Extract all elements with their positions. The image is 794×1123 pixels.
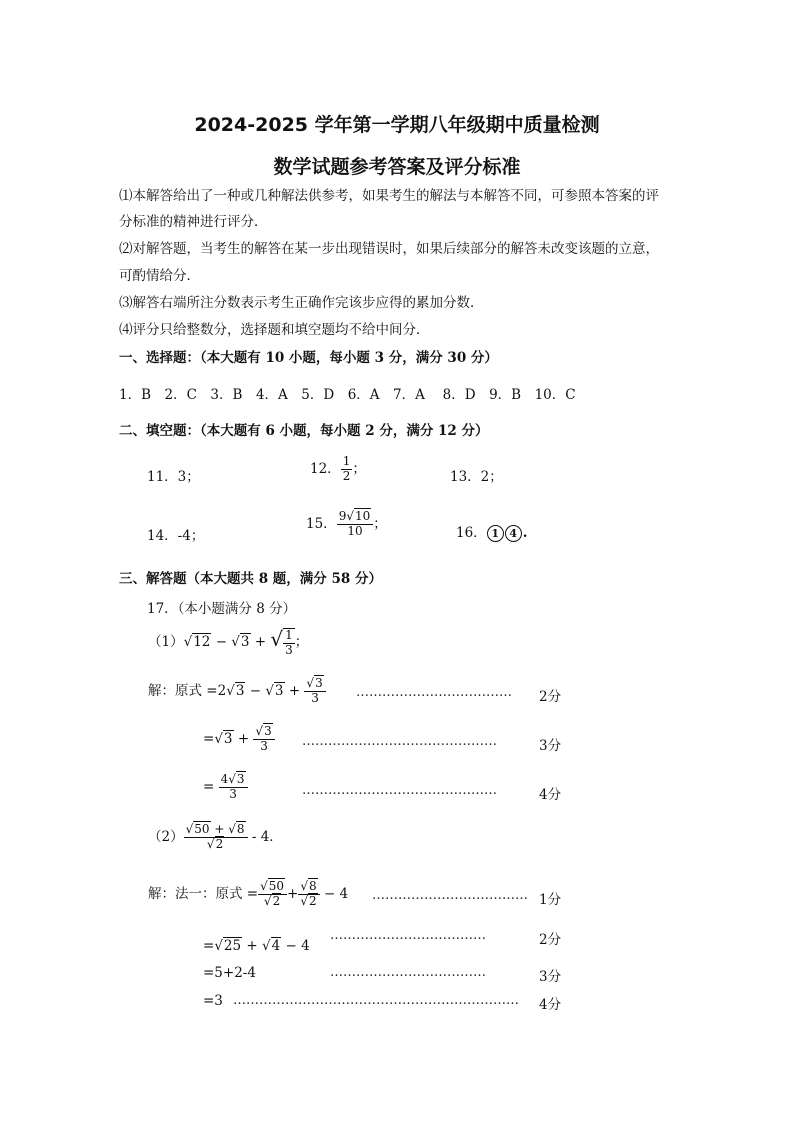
answer-16-label: 16． [456,525,487,541]
answer-13: 13．2； [450,469,503,485]
t1-plus: + [287,885,299,902]
note-line-3: ⑵对解答题，当考生的解答在某一步出现错误时，如果后续部分的解答未改变该题的立意， [119,241,659,257]
section-1-heading: 一、选择题：（本大题有 10 小题，每小题 3 分，满分 30 分） [119,350,498,366]
section-3-heading: 三、解答题（本大题共 8 题，满分 58 分） [119,571,382,587]
s2-num-sqrt: √3 [255,724,272,738]
s2-denominator: 3 [260,738,268,753]
s2-radicand: 3 [223,730,233,747]
t1-fraction-2 [298,880,319,909]
answer-12-denominator: 2 [342,468,351,483]
answer-12-end: ； [352,460,366,477]
p2-sqrt-50: √50 [185,822,210,836]
p2-radicand-50: 50 [194,822,210,836]
t1-prefix: 解：法一：原式 = [148,885,259,902]
p1-plus: + [254,634,267,650]
t4-score: 4分 [539,997,562,1013]
answer-15-radicand: 10 [354,509,371,523]
answer-12-label: 12． [310,460,341,477]
solution-2-step-1 [148,880,348,909]
t2-radicand-25: 25 [223,938,242,954]
answer-12 [310,455,366,484]
answer-15-numerator [337,510,374,525]
t2-radicand-4: 4 [271,938,281,954]
s1-fraction [304,677,325,706]
s1-radicand-2: 3 [274,682,284,699]
choice-answers: 1．B 2．C 3．B 4．A 5．D 6．A 7．A 8．D 9．B 10．C [119,387,576,403]
t1-sqrt-50: √50 [260,879,285,893]
t1-den-radicand-1: 2 [272,893,281,908]
p2-sqrt-8: √8 [228,822,245,836]
part-1-label: （1） [148,634,184,650]
note-line-2: 分标准的精神进行评分． [119,214,268,230]
answer-16 [456,521,527,542]
p2-denominator [184,838,248,852]
s2-score: 3分 [539,738,562,754]
p1-fraction [283,628,295,658]
note-line-5: ⑶解答右端所注分数表示考生正确作完该步应得的累加分数． [119,295,484,311]
solution-1-step-2 [203,725,275,754]
solution-1-step-1 [148,677,326,706]
answer-15-end: ； [373,515,387,532]
t2-dots: ……………………………… [330,928,486,943]
s3-coef: 4 [220,772,229,786]
s3-prefix: = [203,778,215,795]
t2-sqrt-4: √4 [262,938,281,954]
s1-radicand: 3 [235,682,245,699]
t2-prefix: = [203,938,215,954]
answer-15-fraction [337,510,374,539]
t2-tail: − 4 [285,938,310,954]
t3-score: 3分 [539,969,562,985]
s1-num-sqrt: √3 [306,676,323,690]
t4-dots: ………………………………………………………… [233,993,519,1008]
t1-den-2 [298,895,319,909]
p2-radicand-8: 8 [236,822,245,836]
t2-plus: + [246,938,258,954]
part-2-problem [148,823,283,852]
note-line-6: ⑷评分只给整数分，选择题和填空题均不给中间分． [119,322,430,338]
document-title: 2024-2025 学年第一学期八年级期中质量检测 [194,114,600,136]
s1-prefix: 解：原式 = [148,682,218,699]
answer-11: 11．3； [147,469,200,485]
t3-dots: ……………………………… [330,965,486,980]
solution-1-step-3 [203,773,248,802]
part-1-problem [148,627,308,657]
p2-fraction [184,823,248,852]
s1-minus: − [249,682,262,699]
t1-score: 1分 [539,892,562,908]
s3-denominator: 3 [229,786,237,801]
s1-denominator: 3 [311,690,319,705]
solution-2-step-4: =3 [203,993,223,1009]
s2-num-radicand: 3 [264,724,272,738]
p1-sqrt-3: √3 [231,634,250,650]
p1-sqrt-fraction: √ [270,627,284,651]
circled-4: 4 [505,525,522,542]
answer-15-label: 15． [306,515,337,532]
solution-2-step-2 [203,938,310,954]
p2-plus: + [214,822,225,836]
answer-15-denominator: 10 [347,523,363,538]
p1-numerator: 1 [285,627,293,642]
s2-sqrt: √3 [214,730,233,747]
circled-1: 1 [487,525,504,542]
question-17-title: 17．（本小题满分 8 分） [147,601,297,617]
part-2-label: （2） [148,828,184,845]
t1-den-sqrt-2: √2 [300,893,317,908]
p1-sqrt-12: √12 [183,634,211,650]
answer-12-numerator: 1 [342,454,351,468]
t1-den-radicand-2: 2 [309,893,317,908]
s3-radicand: 3 [236,772,245,786]
note-line-4: 可酌情给分． [119,268,200,284]
s1-plus: + [288,682,301,699]
answer-15 [306,510,387,539]
p1-minus: − [215,634,227,650]
t2-sqrt-25: √25 [214,938,242,954]
answer-16-end: . [522,525,528,541]
answer-15-sqrt: √10 [346,509,371,523]
t1-fraction-1 [258,880,287,909]
document-subtitle: 数学试题参考答案及评分标准 [273,156,521,178]
t1-sqrt-8: √8 [300,879,317,893]
t1-tail: − 4 [323,885,349,902]
s1-sqrt: √3 [226,682,245,699]
s3-sqrt: √3 [228,772,245,786]
t1-dots: ……………………………… [372,888,528,903]
s3-numerator [219,773,248,788]
p1-end: ； [294,634,309,650]
s2-prefix: = [203,730,215,747]
t1-radicand-8: 8 [309,879,317,893]
s3-score: 4分 [539,787,562,803]
s1-score: 2分 [539,689,562,705]
s2-plus: + [237,730,250,747]
s2-fraction [253,725,274,754]
p2-den-sqrt: √2 [206,836,224,851]
answer-15-coef: 9 [338,509,347,523]
t2-score: 2分 [539,932,562,948]
answer-12-fraction [341,455,353,484]
p1-radicand-3: 3 [240,634,250,650]
p1-radicand-12: 12 [193,634,211,650]
s1-coef: 2 [217,682,227,699]
t1-den-sqrt-1: √2 [263,893,281,908]
p1-denominator: 3 [285,642,293,657]
s2-dots: ……………………………………… [302,734,497,749]
s3-dots: ……………………………………… [302,783,497,798]
s1-sqrt-2: √3 [265,682,284,699]
p2-tail: - 4． [251,828,283,845]
section-2-heading: 二、填空题：（本大题有 6 小题，每小题 2 分，满分 12 分） [119,423,489,439]
solution-2-step-3: =5+2-4 [203,965,256,981]
t1-radicand-50: 50 [268,879,285,893]
s1-num-radicand: 3 [315,676,323,690]
note-line-1: ⑴本解答给出了一种或几种解法供参考，如果考生的解法与本解答不同，可参照本答案的评 [119,188,659,204]
p2-den-radicand: 2 [215,836,224,851]
s1-numerator [304,677,325,692]
answer-14: 14．-4； [147,528,205,544]
t1-den-1 [258,895,287,909]
s3-fraction [219,773,248,802]
s1-dots: ……………………………… [356,685,512,700]
s2-numerator [253,725,274,740]
